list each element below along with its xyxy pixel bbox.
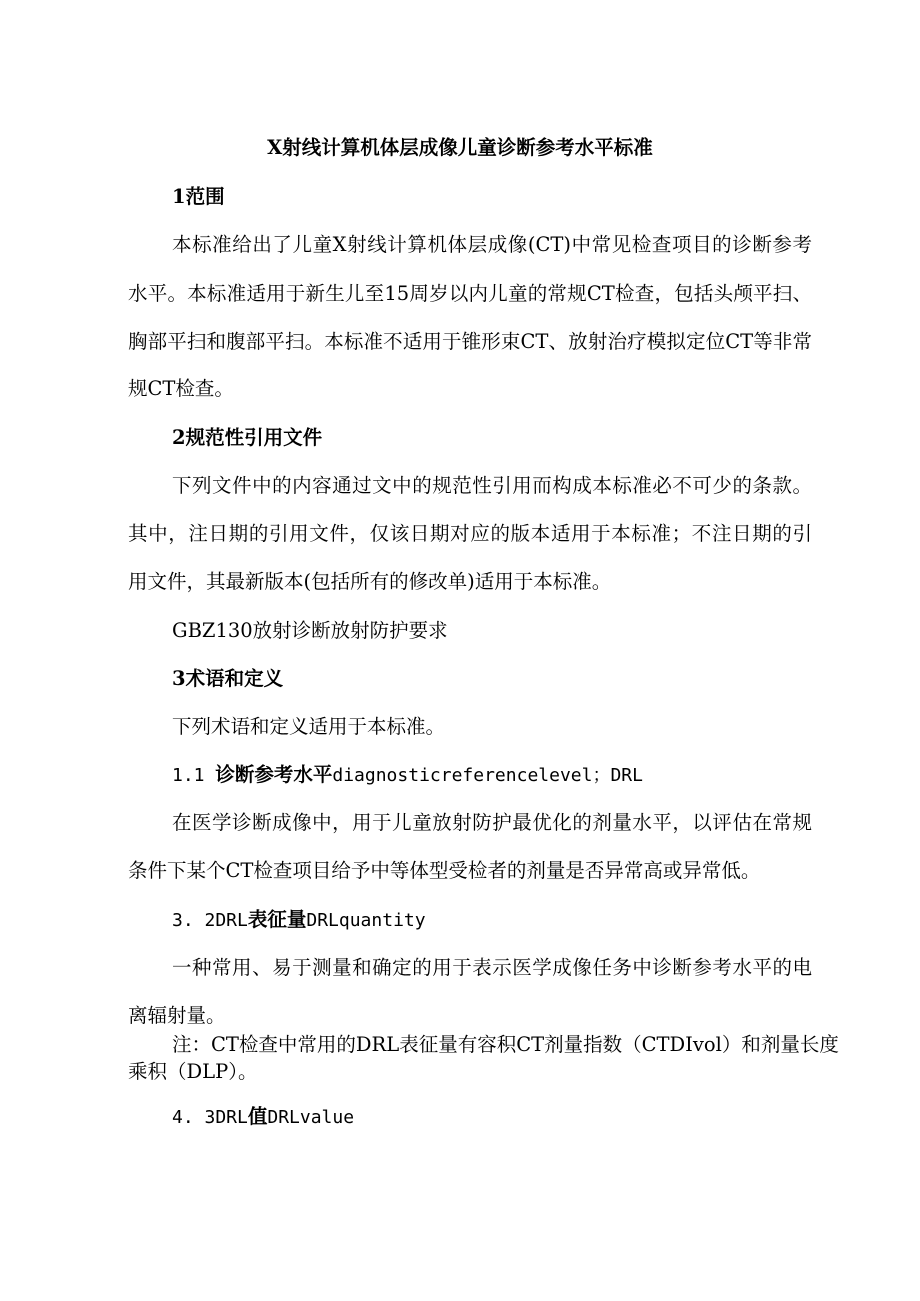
term-english: DRLvalue (267, 1107, 355, 1128)
paragraph-line: 本标准给出了儿童X射线计算机体层成像(CT)中常见检查项目的诊断参考 (172, 233, 812, 256)
paragraph-line: 水平。本标准适用于新生儿至15周岁以内儿童的常规CT检查，包括头颅平扫、 (128, 282, 812, 305)
term-english: diagnosticreferencelevel；DRL (332, 765, 643, 786)
section-heading-terms: 3术语和定义 (172, 667, 284, 690)
note-line: 乘积（DLP）。 (128, 1060, 258, 1083)
paragraph-line: 胸部平扫和腹部平扫。本标准不适用于锥形束CT、放射治疗模拟定位CT等非常 (128, 330, 812, 353)
term-entry-1 (172, 763, 812, 788)
term-entry-3 (172, 1105, 812, 1130)
term-number: 1.1 (172, 765, 216, 786)
paragraph-line: 在医学诊断成像中，用于儿童放射防护最优化的剂量水平，以评估在常规 (172, 811, 812, 834)
paragraph-line: 条件下某个CT检查项目给予中等体型受检者的剂量是否异常高或异常低。 (128, 859, 761, 882)
document-title: X射线计算机体层成像儿童诊断参考水平标准 (267, 136, 653, 159)
section-heading-scope: 1范围 (172, 185, 225, 208)
term-name: 诊断参考水平 (215, 763, 333, 786)
term-name: 表征量 (247, 908, 307, 931)
paragraph-line: 下列术语和定义适用于本标准。 (172, 715, 446, 738)
paragraph-line: 一种常用、易于测量和确定的用于表示医学成像任务中诊断参考水平的电 (172, 956, 812, 979)
paragraph-line: 离辐射量。 (128, 1004, 226, 1027)
paragraph-line: 规CT检查。 (128, 377, 234, 400)
note-line: 注：CT检查中常用的DRL表征量有容积CT剂量指数（CTDIvol）和剂量长度 (172, 1033, 839, 1056)
paragraph-line: 下列文件中的内容通过文中的规范性引用而构成本标准必不可少的条款。 (172, 474, 812, 497)
paragraph-line: 其中，注日期的引用文件，仅该日期对应的版本适用于本标准；不注日期的引 (128, 522, 812, 545)
reference-item: GBZ130放射诊断放射防护要求 (172, 619, 448, 642)
term-entry-2 (172, 908, 812, 933)
section-heading-references: 2规范性引用文件 (172, 426, 323, 449)
term-number: 3. 2DRL (172, 910, 248, 931)
term-english: DRLquantity (306, 910, 426, 931)
paragraph-line: 用文件，其最新版本(包括所有的修改单)适用于本标准。 (128, 570, 612, 593)
term-number: 4. 3DRL (172, 1107, 248, 1128)
term-name: 值 (247, 1105, 268, 1128)
